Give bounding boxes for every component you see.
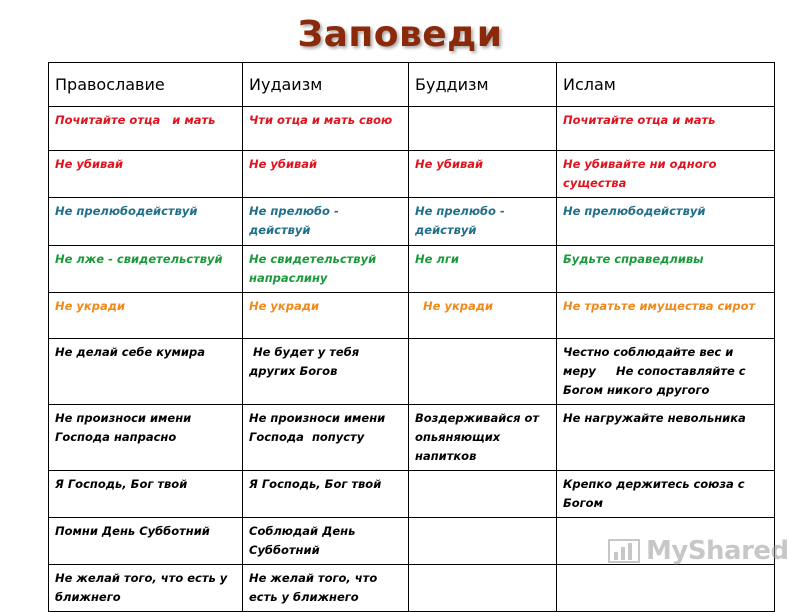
cell-orthodoxy: Не убивай bbox=[49, 151, 243, 198]
cell-buddhism bbox=[409, 107, 557, 151]
bar-chart-icon bbox=[608, 536, 642, 566]
cell-orthodoxy: Почитайте отца и мать bbox=[49, 107, 243, 151]
cell-judaism: Не прелюбо - действуй bbox=[243, 198, 409, 246]
table-row bbox=[49, 293, 775, 339]
cell-orthodoxy: Я Господь, Бог твой bbox=[49, 471, 243, 518]
cell-islam: Не нагружайте невольника bbox=[557, 405, 775, 471]
slide-title: Заповеди bbox=[297, 14, 503, 55]
table-row bbox=[49, 151, 775, 198]
cell-judaism: Не произноси имени Господа попусту bbox=[243, 405, 409, 471]
cell-judaism: Соблюдай День Субботний bbox=[243, 518, 409, 565]
table-row bbox=[49, 339, 775, 405]
cell-orthodoxy: Не делай себе кумира bbox=[49, 339, 243, 405]
cell-buddhism bbox=[409, 565, 557, 612]
cell-islam: Не убивайте ни одного существа bbox=[557, 151, 775, 198]
cell-buddhism bbox=[409, 518, 557, 565]
cell-buddhism: Воздерживайся от опьяняющих напитков bbox=[409, 405, 557, 471]
header-orthodoxy: Православие bbox=[49, 63, 243, 107]
cell-islam: Честно соблюдайте вес и меру Не сопоставляйте с Богом никого другого bbox=[557, 339, 775, 405]
cell-islam: Не тратьте имущества сирот bbox=[557, 293, 775, 339]
cell-islam: Не прелюбодействуй bbox=[557, 198, 775, 246]
cell-islam: Крепко держитесь союза с Богом bbox=[557, 471, 775, 518]
table-row bbox=[49, 565, 775, 612]
cell-buddhism: Не убивай bbox=[409, 151, 557, 198]
header-row bbox=[49, 63, 775, 107]
cell-buddhism bbox=[409, 339, 557, 405]
header-islam: Ислам bbox=[557, 63, 775, 107]
cell-orthodoxy: Не укради bbox=[49, 293, 243, 339]
cell-judaism: Я Господь, Бог твой bbox=[243, 471, 409, 518]
cell-orthodoxy: Помни День Субботний bbox=[49, 518, 243, 565]
cell-orthodoxy: Не лже - свидетельствуй bbox=[49, 246, 243, 293]
cell-judaism: Чти отца и мать свою bbox=[243, 107, 409, 151]
cell-islam bbox=[557, 565, 775, 612]
cell-buddhism: Не прелюбо - действуй bbox=[409, 198, 557, 246]
watermark bbox=[608, 536, 789, 566]
cell-islam: Почитайте отца и мать bbox=[557, 107, 775, 151]
watermark-text: MyShared bbox=[646, 536, 789, 566]
cell-judaism: Не будет у тебя других Богов bbox=[243, 339, 409, 405]
header-buddhism: Буддизм bbox=[409, 63, 557, 107]
cell-orthodoxy: Не произноси имени Господа напрасно bbox=[49, 405, 243, 471]
cell-judaism: Не укради bbox=[243, 293, 409, 339]
cell-buddhism: Не укради bbox=[409, 293, 557, 339]
table-row bbox=[49, 405, 775, 471]
table-row bbox=[49, 198, 775, 246]
cell-buddhism bbox=[409, 471, 557, 518]
cell-orthodoxy: Не прелюбодействуй bbox=[49, 198, 243, 246]
cell-islam: Будьте справедливы bbox=[557, 246, 775, 293]
cell-judaism: Не желай того, что есть у ближнего bbox=[243, 565, 409, 612]
cell-judaism: Не свидетельствуй напраслину bbox=[243, 246, 409, 293]
commandments-table bbox=[48, 62, 775, 612]
table-row bbox=[49, 107, 775, 151]
table-row bbox=[49, 246, 775, 293]
header-judaism: Иудаизм bbox=[243, 63, 409, 107]
table-row bbox=[49, 471, 775, 518]
cell-judaism: Не убивай bbox=[243, 151, 409, 198]
cell-buddhism: Не лги bbox=[409, 246, 557, 293]
cell-orthodoxy: Не желай того, что есть у ближнего bbox=[49, 565, 243, 612]
